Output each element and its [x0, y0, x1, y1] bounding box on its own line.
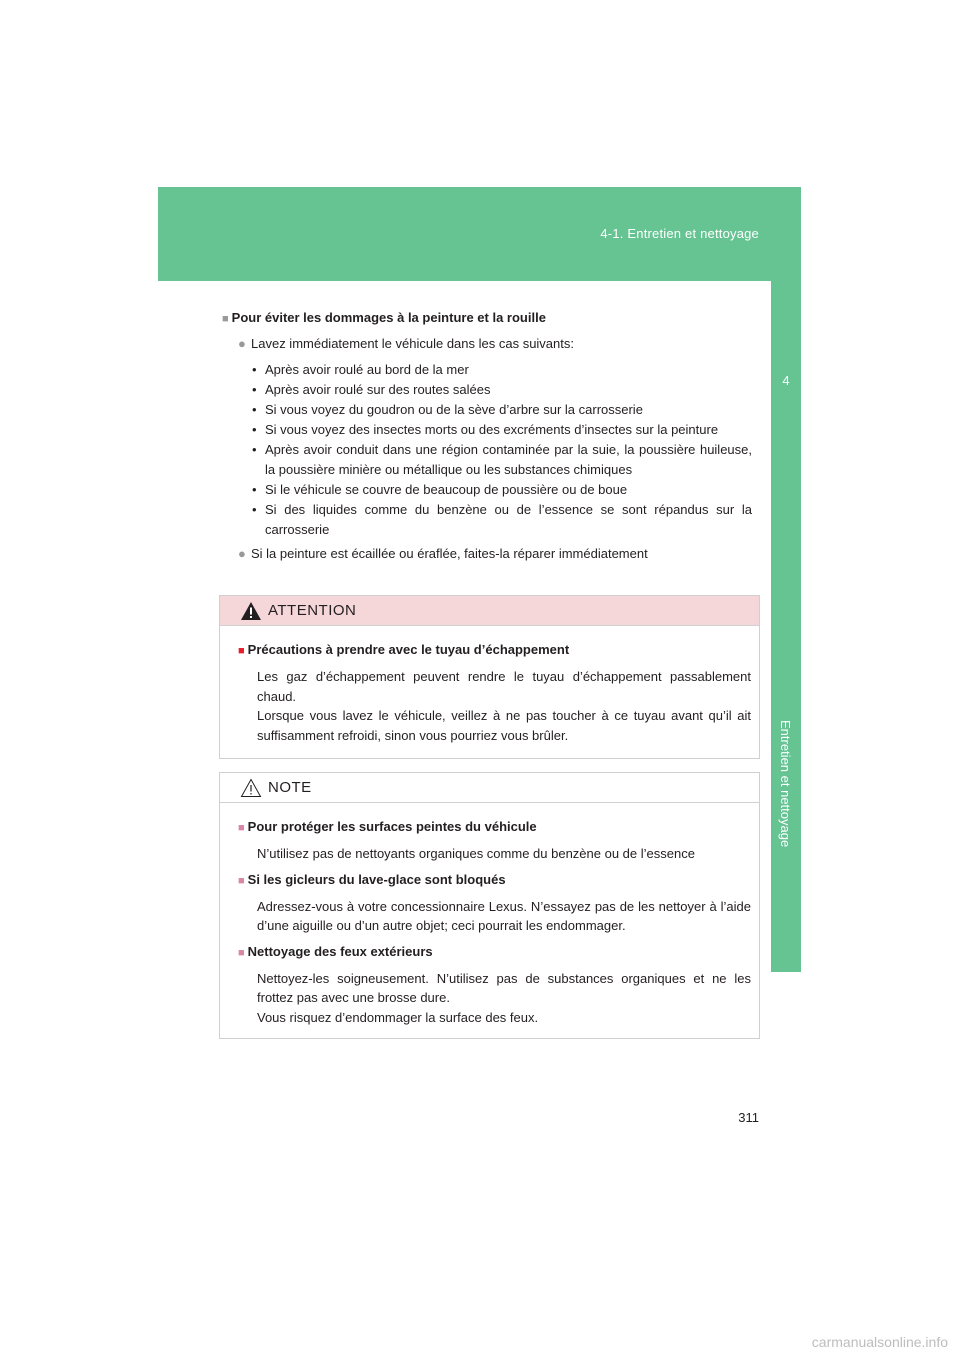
- section-heading: ■ Pour éviter les dommages à la peinture et la rouille: [222, 310, 546, 325]
- bullet-item: ● Si la peinture est écaillée ou éraflée, faites-la réparer immédiatement: [222, 544, 752, 564]
- list-item: • Après avoir conduit dans une région contaminée par la suie, la poussière huileuse, la poussière minière ou métallique ou les substances chimiques: [252, 442, 752, 477]
- pink-square-icon: ■: [238, 874, 245, 887]
- bullet-dot-icon: •: [252, 362, 257, 377]
- list-item: • Si des liquides comme du benzène ou de l’essence se sont répandus sur la carrosserie: [252, 502, 752, 537]
- red-square-icon: ■: [238, 645, 245, 657]
- warning-triangle-icon: [240, 601, 262, 621]
- bullet-dot-icon: •: [252, 442, 257, 457]
- side-tab-label-text: Entretien et nettoyage: [778, 720, 793, 848]
- note-heading: ■ Nettoyage des feux extérieurs: [238, 943, 433, 959]
- note-title: NOTE: [268, 779, 312, 796]
- attention-header: [220, 596, 759, 626]
- list-item: • Si le véhicule se couvre de beaucoup de poussière ou de boue: [252, 480, 752, 500]
- bullet-dot-icon: •: [252, 402, 257, 417]
- bullet-dot-icon: •: [252, 482, 257, 497]
- side-tab-number: 4: [771, 339, 801, 424]
- list-item: • Si vous voyez des insectes morts ou des excréments d’insectes sur la peinture: [252, 420, 752, 440]
- side-tab-label: [771, 424, 801, 972]
- list-item: • Après avoir roulé sur des routes salées: [252, 380, 752, 400]
- watermark: carmanualsonline.info: [811, 1334, 948, 1350]
- list-item: • Après avoir roulé au bord de la mer: [252, 360, 752, 380]
- attention-box: [219, 595, 760, 759]
- list-item: • Si vous voyez du goudron ou de la sève d’arbre sur la carrosserie: [252, 400, 752, 420]
- page-number: 311: [738, 1110, 759, 1125]
- gray-square-icon: ■: [222, 313, 229, 325]
- bullet-dot-icon: •: [252, 422, 257, 437]
- gray-dot-icon: ●: [238, 546, 246, 561]
- note-text: Adressez-vous à votre concessionnaire Lexus. N’essayez pas de les nettoyer à l’aide d’une aiguille ou d’un autre objet; ceci pourrait les endommager.: [257, 898, 751, 933]
- bullet-dot-icon: •: [252, 382, 257, 397]
- side-tab-top: [771, 281, 801, 339]
- attention-text: Les gaz d’échappement peuvent rendre le tuyau d’échappement passablement chaud. Lorsque vous lavez le véhicule, veillez à ne pas toucher à ce tuyau avant qu’il ait suffisamment refroidi, sinon vous pourriez vous brûler.: [257, 669, 751, 743]
- caution-triangle-outline-icon: [240, 778, 262, 798]
- pink-square-icon: ■: [238, 822, 245, 834]
- sub-list: [222, 360, 752, 540]
- note-box: [219, 772, 760, 1039]
- note-text: Nettoyez-les soigneusement. N’utilisez pas de substances organiques et ne les frottez pas avec une brosse dure. Vous risquez d’endommager la surface des feux.: [257, 970, 751, 1025]
- section-title: 4-1. Entretien et nettoyage: [600, 226, 759, 241]
- gray-dot-icon: ●: [238, 336, 246, 351]
- main-content: [222, 308, 752, 564]
- note-heading: ■ Pour protéger les surfaces peintes du véhicule: [238, 819, 537, 834]
- bullet-dot-icon: •: [252, 502, 257, 517]
- note-text: N’utilisez pas de nettoyants organiques comme du benzène ou de l’essence: [257, 846, 695, 861]
- attention-body: [220, 626, 759, 745]
- section-header-band: [158, 187, 801, 281]
- note-header: [220, 773, 759, 803]
- note-heading: ■ Si les gicleurs du lave-glace sont bloqués: [238, 871, 506, 887]
- note-body: [220, 803, 759, 1027]
- bullet-item: ● Lavez immédiatement le véhicule dans les cas suivants:: [222, 334, 752, 354]
- attention-heading: ■ Précautions à prendre avec le tuyau d’échappement: [238, 642, 570, 657]
- attention-title: ATTENTION: [268, 602, 357, 619]
- pink-square-icon: ■: [238, 946, 245, 959]
